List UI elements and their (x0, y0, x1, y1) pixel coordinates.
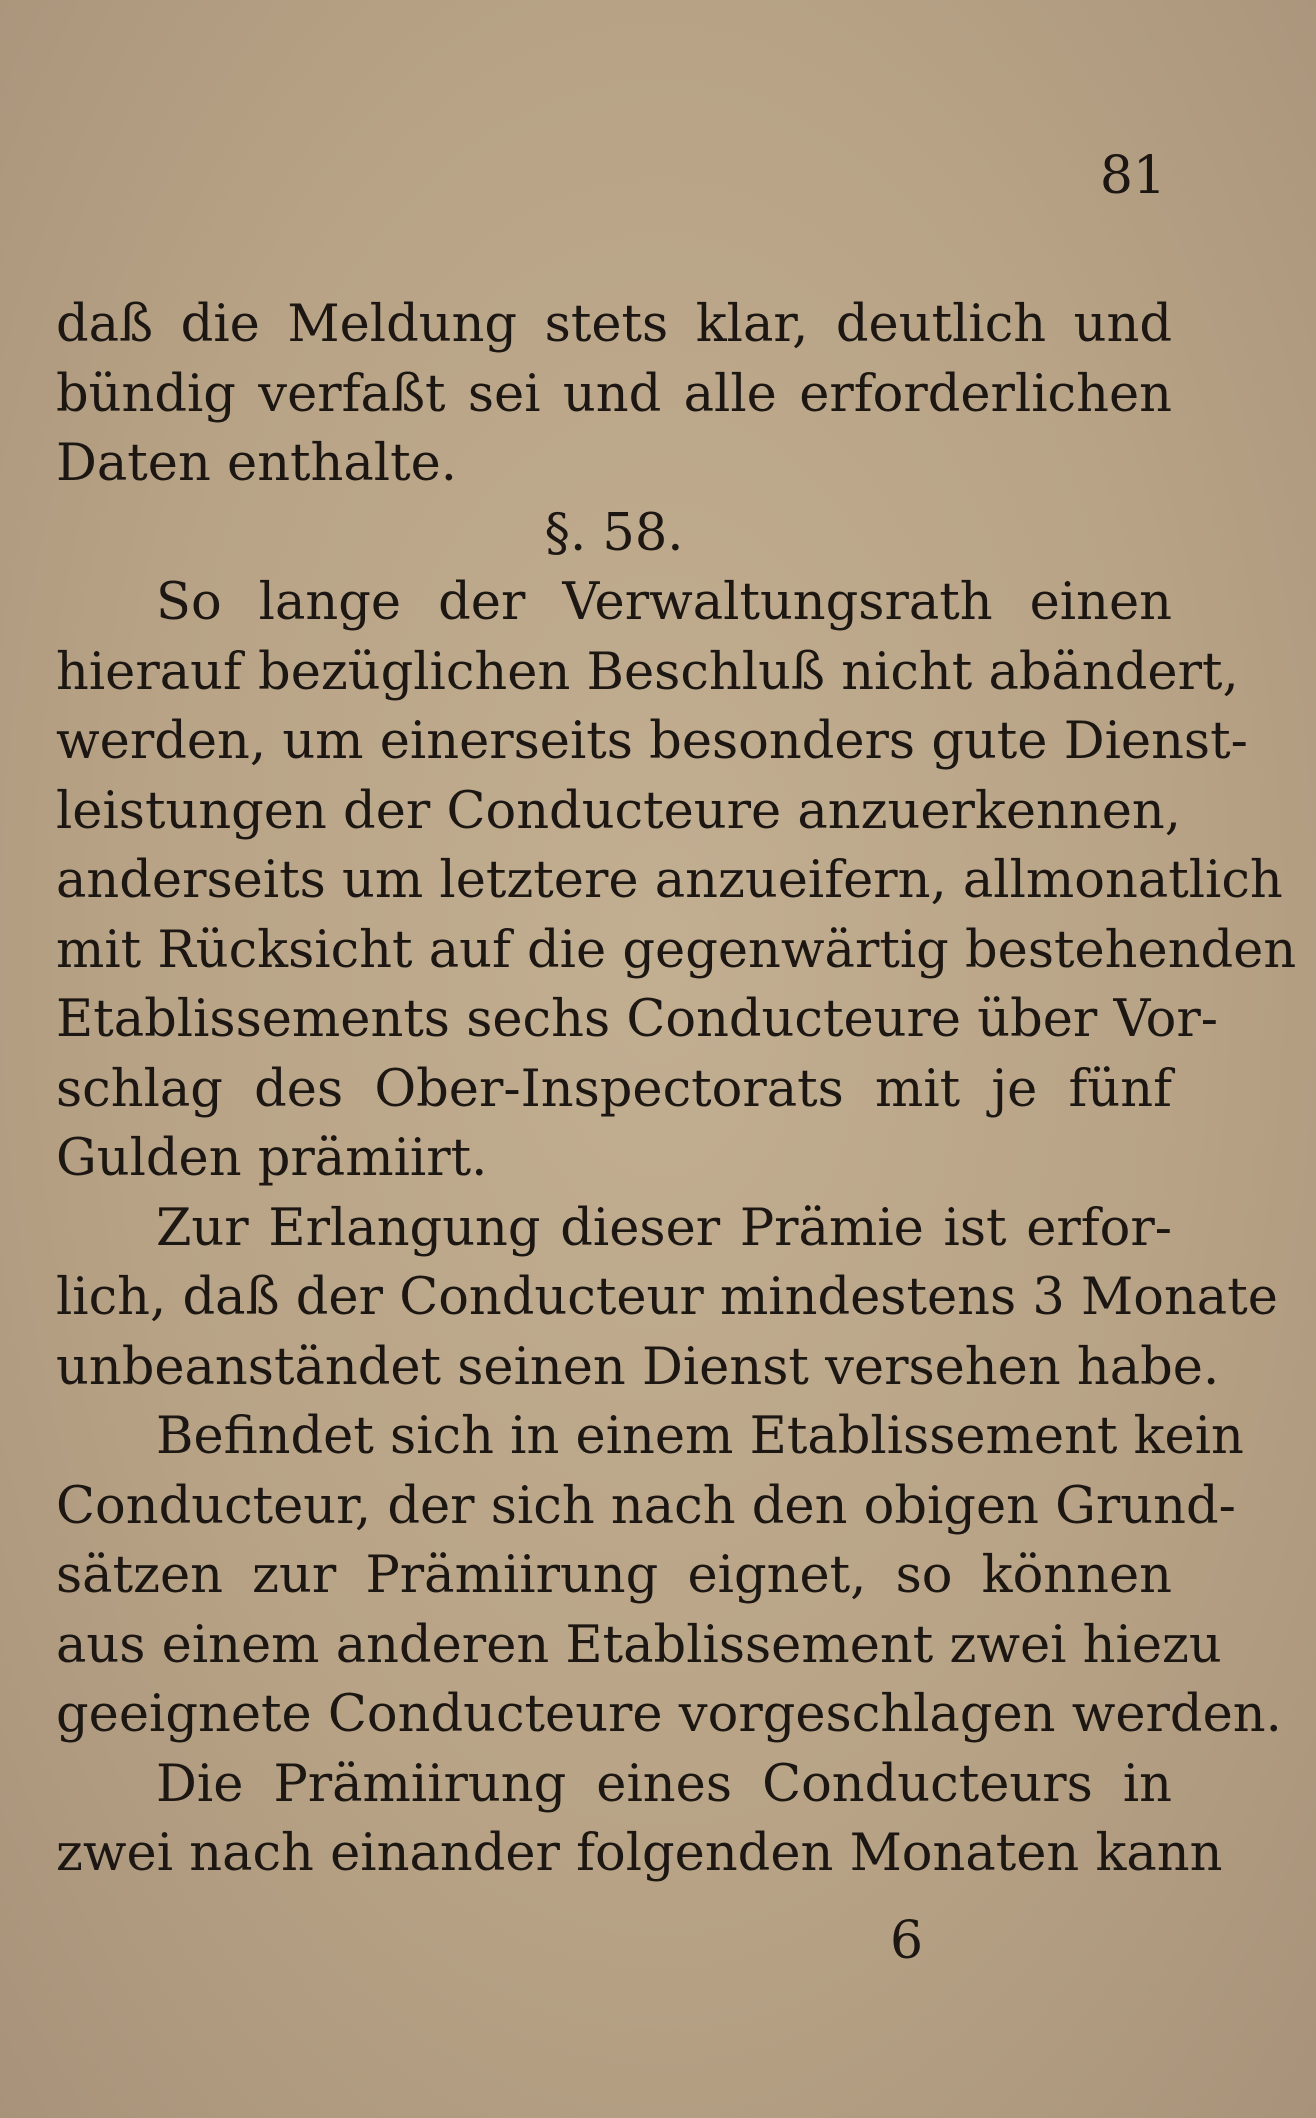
text-line: Die Prämiirung eines Conducteurs in (156, 1754, 1172, 1814)
body-text (56, 290, 1297, 1889)
text-line: sätzen zur Prämiirung eignet, so können (56, 1546, 1172, 1605)
text-line: zwei nach einander folgenden Monaten kann (56, 1824, 1223, 1883)
text-line: leistungen der Conducteure anzuerkennen, (56, 781, 1181, 841)
text-line: daß die Meldung stets klar, deutlich und (56, 295, 1172, 354)
text-line: Etablissements sechs Conducteure über Vor- (56, 990, 1218, 1049)
text-line: aus einem anderen Etablissement zwei hiezu (56, 1615, 1222, 1675)
text-line: Gulden prämiirt. (56, 1129, 488, 1188)
text-line: anderseits um letztere anzueifern, allmonatlich (56, 851, 1283, 910)
text-line: mit Rücksicht auf die gegenwärtig bestehenden (56, 920, 1297, 980)
text-line: schlag des Ober-Inspectorats mit je fünf (56, 1059, 1172, 1119)
page-number: 81 (1099, 146, 1166, 206)
text-line: hierauf bezüglichen Beschluß nicht abändert, (56, 642, 1239, 702)
text-line: Daten enthalte. (56, 434, 458, 493)
text-line: lich, daß der Conducteur mindestens 3 Monate (56, 1268, 1278, 1327)
text-line: Zur Erlangung dieser Prämie ist erfor- (156, 1198, 1172, 1258)
section-heading: §. 58. (544, 503, 684, 563)
text-line: bündig verfaßt sei und alle erforderlichen (56, 364, 1172, 424)
text-line: Befindet sich in einem Etablissement kein (156, 1407, 1244, 1466)
signature-mark: 6 (890, 1911, 924, 1971)
text-line: Conducteur, der sich nach den obigen Grund- (56, 1476, 1236, 1536)
text-line: unbeanständet seinen Dienst versehen habe. (56, 1337, 1220, 1397)
text-line: So lange der Verwaltungsrath einen (156, 573, 1172, 632)
text-line: werden, um einerseits besonders gute Dienst- (56, 712, 1248, 771)
text-line: geeignete Conducteure vorgeschlagen werden. (56, 1685, 1282, 1744)
